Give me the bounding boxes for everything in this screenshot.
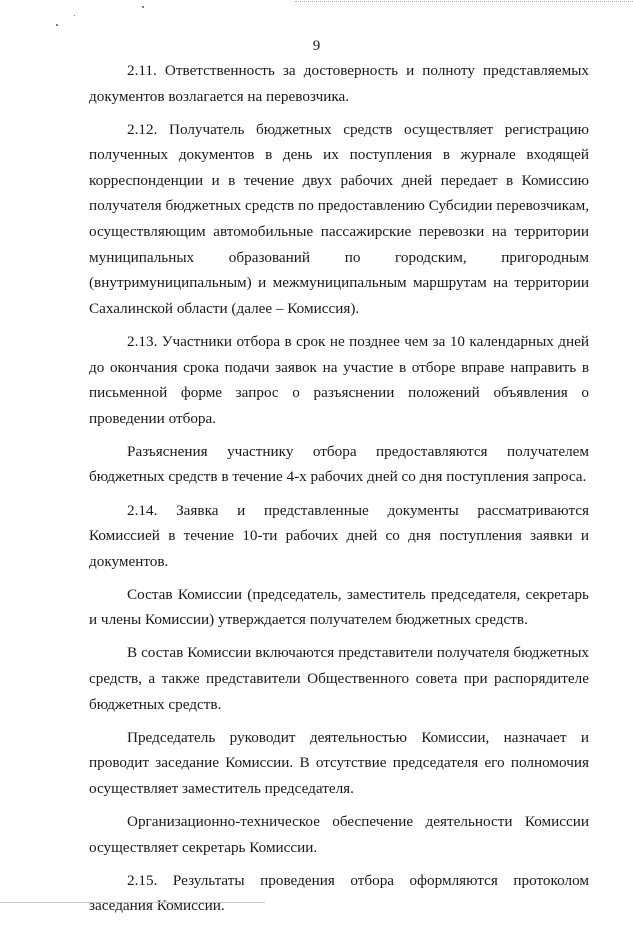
scan-speck xyxy=(56,24,58,26)
scan-edge-mark xyxy=(295,1,633,2)
paragraph-2-13: 2.13. Участники отбора в срок не позднее чем за 10 календарных дней до окончания срока подачи заявок на участие в отборе вправе направить в письменной форме запрос о разъяснении положений объявления о проведении отбора. xyxy=(89,332,589,427)
paragraph-2-15: 2.15. Результаты проведения отбора оформляются протоколом заседания Комиссии. xyxy=(89,871,589,915)
page-number: 9 xyxy=(312,38,321,54)
paragraph-commission-composition: Состав Комиссии (председатель, заместитель председателя, секретарь и члены Комиссии) утверждается получателем бюджетных средств. xyxy=(89,585,589,629)
scan-speck xyxy=(74,15,75,16)
paragraph-2-14: 2.14. Заявка и представленные документы рассматриваются Комиссией в течение 10-ти рабочих дней со дня поступления заявки и документов. xyxy=(89,501,589,570)
paragraph-2-11: 2.11. Ответственность за достоверность и полноту представляемых документов возлагается на перевозчика. xyxy=(89,62,589,105)
paragraph-commission-members: В состав Комиссии включаются представители получателя бюджетных средств, а также представители Общественного совета при распорядителе бюджетных средств. xyxy=(89,644,589,713)
paragraph-chairman: Председатель руководит деятельностью Комиссии, назначает и проводит заседание Комиссии. В отсутствие председателя его полномочия осуществляет заместитель председателя. xyxy=(89,728,589,797)
document-body xyxy=(89,58,589,926)
paragraph-2-12: 2.12. Получатель бюджетных средств осуществляет регистрацию полученных документов в день их поступления в журнале входящей корреспонденции и в течение двух рабочих дней передает в Комиссию получателя бюджетных средств по предоставлению Субсидии перевозчикам, осуществляющим автомобильные пассажирские перевозки на территории муниципальных образований по городским, пригородным (внутримуниципальным) и межмуниципальным маршрутам на территории Сахалинской области (далее – Комиссия). xyxy=(89,120,589,317)
scan-edge-mark xyxy=(0,902,265,903)
paragraph-clarifications: Разъяснения участнику отбора предоставляются получателем бюджетных средств в течение 4-х рабочих дней со дня поступления запроса. xyxy=(89,442,589,486)
paragraph-technical-support: Организационно-техническое обеспечение деятельности Комиссии осуществляет секретарь Комиссии. xyxy=(89,813,589,856)
scan-speck xyxy=(142,6,144,8)
